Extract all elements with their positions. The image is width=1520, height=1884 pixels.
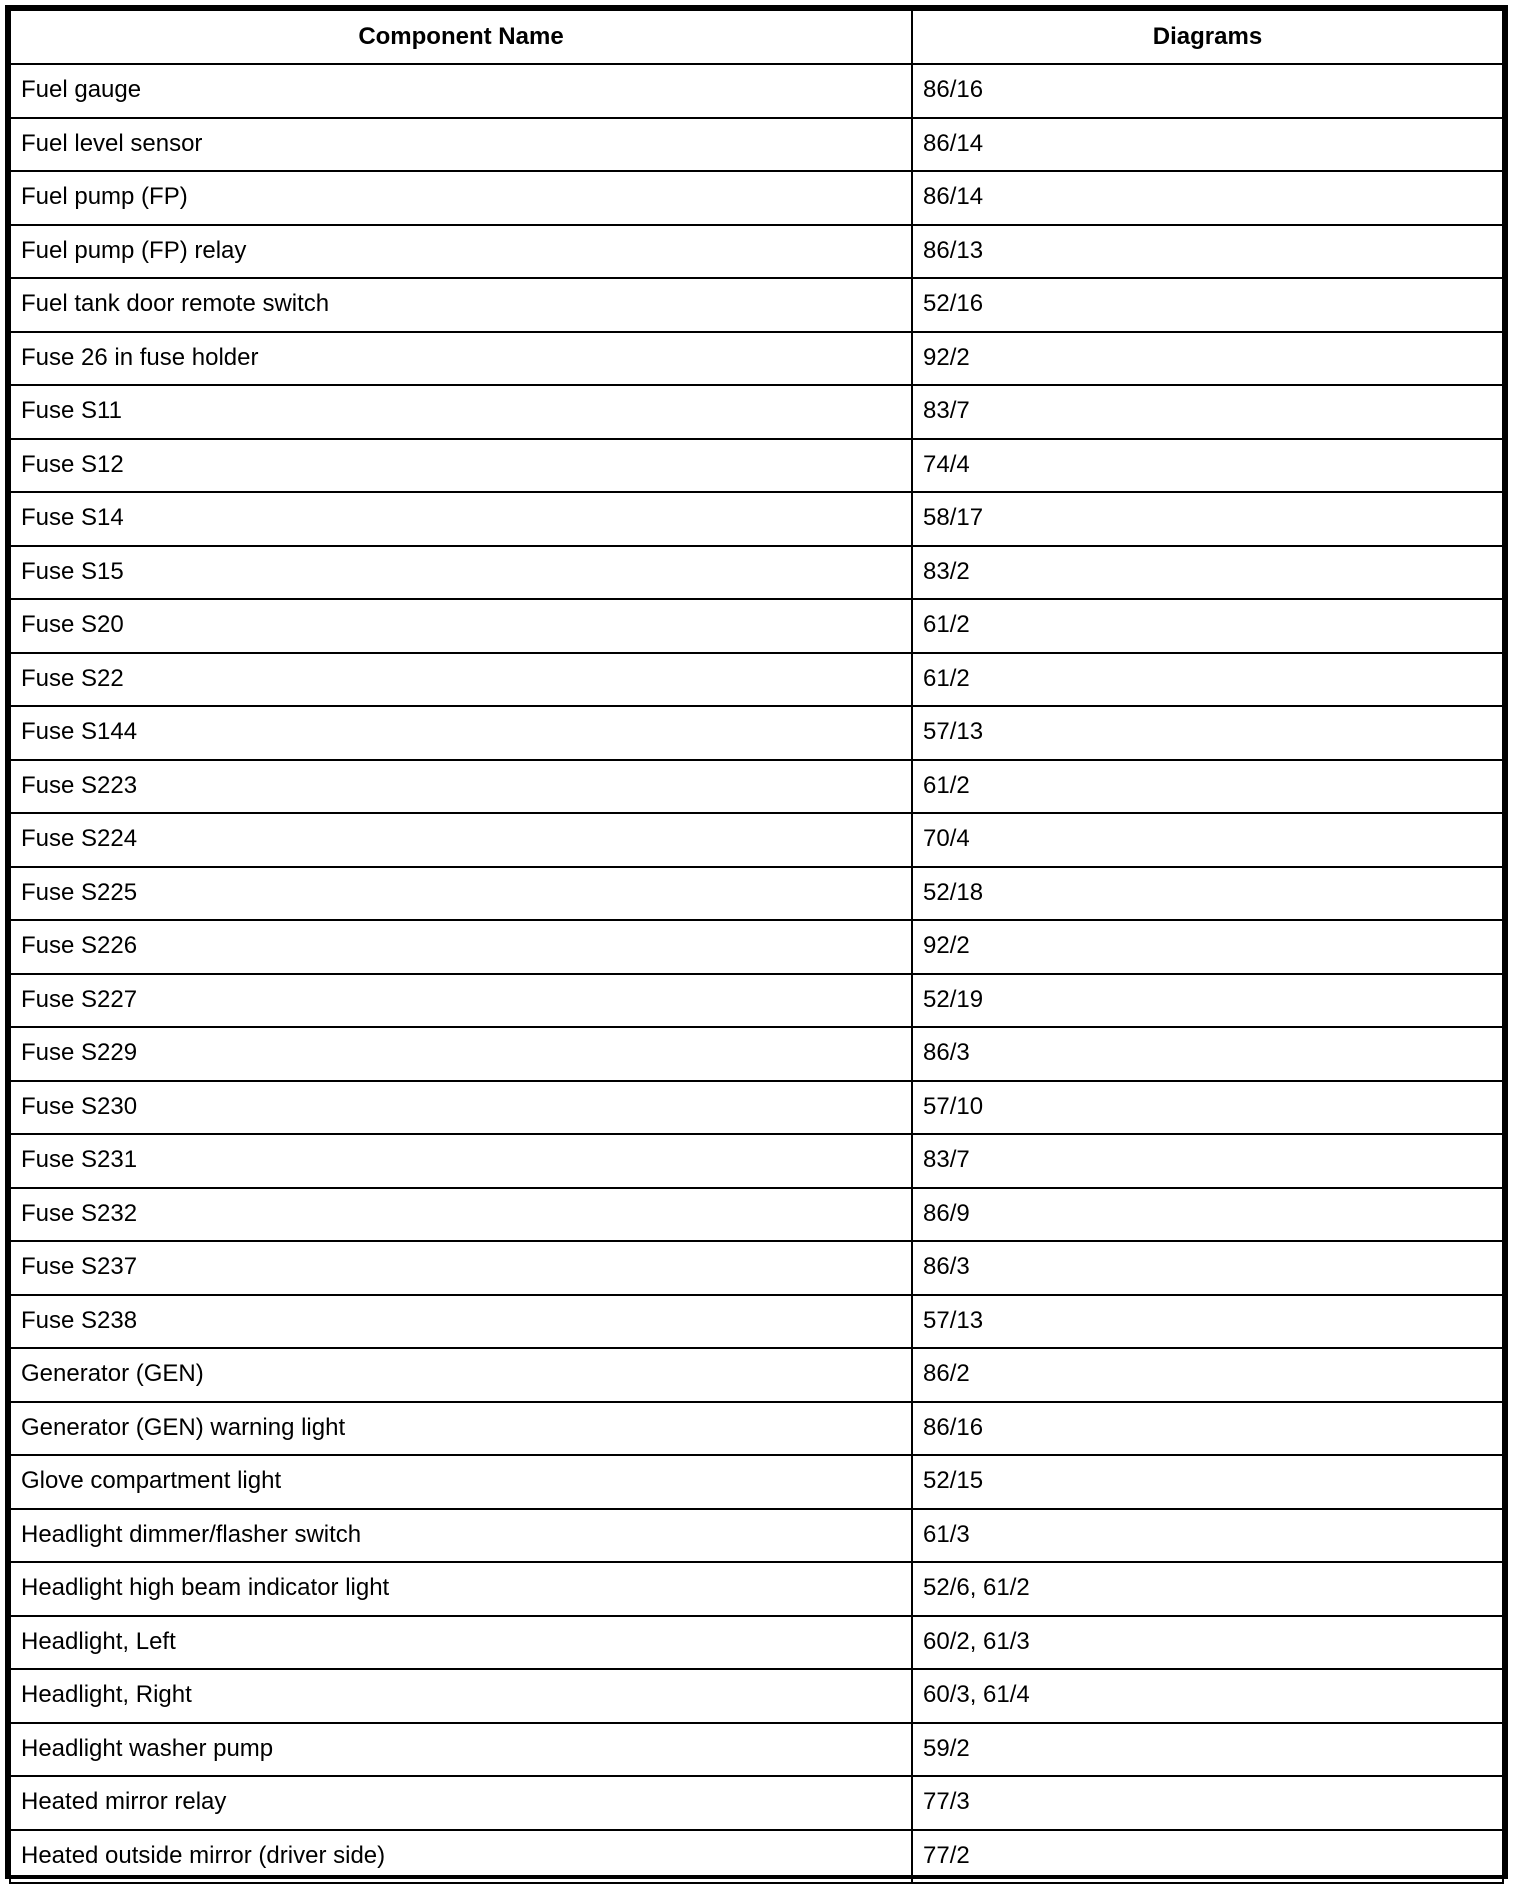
table-body <box>10 64 1503 1883</box>
table-row <box>10 64 1503 118</box>
diagrams-cell: 52/15 <box>912 1455 1503 1509</box>
diagrams-cell: 83/7 <box>912 1134 1503 1188</box>
component-name-cell: Heated outside mirror (driver side) <box>10 1830 912 1884</box>
diagrams-cell: 57/13 <box>912 706 1503 760</box>
component-name-cell: Headlight high beam indicator light <box>10 1562 912 1616</box>
diagrams-cell: 77/2 <box>912 1830 1503 1884</box>
component-name-cell: Headlight, Right <box>10 1669 912 1723</box>
component-name-cell: Fuse S14 <box>10 492 912 546</box>
diagrams-cell: 61/3 <box>912 1509 1503 1563</box>
table-row <box>10 1134 1503 1188</box>
table-row <box>10 867 1503 921</box>
component-name-cell: Fuse S224 <box>10 813 912 867</box>
diagrams-cell: 60/3, 61/4 <box>912 1669 1503 1723</box>
component-name-cell: Fuse S237 <box>10 1241 912 1295</box>
table-row <box>10 706 1503 760</box>
diagrams-cell: 83/2 <box>912 546 1503 600</box>
diagrams-cell: 70/4 <box>912 813 1503 867</box>
table-row <box>10 171 1503 225</box>
diagrams-cell: 57/10 <box>912 1081 1503 1135</box>
table-row <box>10 278 1503 332</box>
table-row <box>10 1669 1503 1723</box>
diagrams-cell: 52/19 <box>912 974 1503 1028</box>
table-row <box>10 920 1503 974</box>
component-name-cell: Fuse S12 <box>10 439 912 493</box>
table-row <box>10 1402 1503 1456</box>
component-name-cell: Fuse S223 <box>10 760 912 814</box>
diagrams-cell: 86/16 <box>912 1402 1503 1456</box>
table-row <box>10 1188 1503 1242</box>
diagrams-cell: 86/13 <box>912 225 1503 279</box>
component-name-cell: Fuse S20 <box>10 599 912 653</box>
column-header-diagrams: Diagrams <box>912 10 1503 64</box>
component-name-cell: Fuel tank door remote switch <box>10 278 912 332</box>
component-name-cell: Fuse S230 <box>10 1081 912 1135</box>
diagrams-cell: 86/14 <box>912 171 1503 225</box>
component-name-cell: Fuel gauge <box>10 64 912 118</box>
component-name-cell: Fuse S226 <box>10 920 912 974</box>
component-name-cell: Fuse S238 <box>10 1295 912 1349</box>
table-row <box>10 225 1503 279</box>
component-name-cell: Headlight, Left <box>10 1616 912 1670</box>
table-row <box>10 118 1503 172</box>
diagrams-cell: 57/13 <box>912 1295 1503 1349</box>
diagrams-cell: 52/6, 61/2 <box>912 1562 1503 1616</box>
table-row <box>10 1027 1503 1081</box>
component-name-cell: Fuse S11 <box>10 385 912 439</box>
component-name-cell: Fuse 26 in fuse holder <box>10 332 912 386</box>
table-row <box>10 599 1503 653</box>
component-name-cell: Fuse S225 <box>10 867 912 921</box>
component-name-cell: Fuse S15 <box>10 546 912 600</box>
column-header-component-name: Component Name <box>10 10 912 64</box>
diagrams-cell: 61/2 <box>912 653 1503 707</box>
table-row <box>10 1616 1503 1670</box>
table-row <box>10 1509 1503 1563</box>
component-name-cell: Headlight dimmer/flasher switch <box>10 1509 912 1563</box>
table-row <box>10 546 1503 600</box>
diagrams-cell: 52/16 <box>912 278 1503 332</box>
table-row <box>10 760 1503 814</box>
diagrams-cell: 77/3 <box>912 1776 1503 1830</box>
diagrams-cell: 86/9 <box>912 1188 1503 1242</box>
diagrams-cell: 58/17 <box>912 492 1503 546</box>
diagrams-cell: 92/2 <box>912 920 1503 974</box>
diagrams-cell: 60/2, 61/3 <box>912 1616 1503 1670</box>
diagrams-cell: 86/3 <box>912 1241 1503 1295</box>
table-row <box>10 1455 1503 1509</box>
component-name-cell: Fuse S231 <box>10 1134 912 1188</box>
table-header-row <box>10 10 1503 64</box>
component-name-cell: Glove compartment light <box>10 1455 912 1509</box>
diagrams-cell: 83/7 <box>912 385 1503 439</box>
table-row <box>10 439 1503 493</box>
component-name-cell: Generator (GEN) <box>10 1348 912 1402</box>
table-row <box>10 332 1503 386</box>
diagrams-cell: 52/18 <box>912 867 1503 921</box>
table-row <box>10 1562 1503 1616</box>
table-row <box>10 385 1503 439</box>
diagrams-cell: 86/14 <box>912 118 1503 172</box>
component-name-cell: Fuel pump (FP) <box>10 171 912 225</box>
component-name-cell: Fuel level sensor <box>10 118 912 172</box>
diagrams-cell: 86/2 <box>912 1348 1503 1402</box>
table-row <box>10 492 1503 546</box>
component-name-cell: Headlight washer pump <box>10 1723 912 1777</box>
table-row <box>10 1241 1503 1295</box>
diagrams-cell: 92/2 <box>912 332 1503 386</box>
table-row <box>10 1348 1503 1402</box>
table-row <box>10 1830 1503 1884</box>
component-name-cell: Fuse S232 <box>10 1188 912 1242</box>
diagrams-cell: 61/2 <box>912 599 1503 653</box>
diagrams-cell: 74/4 <box>912 439 1503 493</box>
table-row <box>10 1295 1503 1349</box>
diagrams-cell: 61/2 <box>912 760 1503 814</box>
table-row <box>10 1776 1503 1830</box>
diagrams-cell: 86/16 <box>912 64 1503 118</box>
table-row <box>10 653 1503 707</box>
table-row <box>10 1081 1503 1135</box>
component-name-cell: Fuel pump (FP) relay <box>10 225 912 279</box>
component-name-cell: Heated mirror relay <box>10 1776 912 1830</box>
component-diagram-table <box>9 9 1504 1884</box>
table-row <box>10 1723 1503 1777</box>
component-table-container <box>5 5 1508 1879</box>
component-name-cell: Fuse S229 <box>10 1027 912 1081</box>
diagrams-cell: 86/3 <box>912 1027 1503 1081</box>
component-name-cell: Fuse S227 <box>10 974 912 1028</box>
component-name-cell: Fuse S22 <box>10 653 912 707</box>
table-row <box>10 813 1503 867</box>
component-name-cell: Fuse S144 <box>10 706 912 760</box>
component-name-cell: Generator (GEN) warning light <box>10 1402 912 1456</box>
table-row <box>10 974 1503 1028</box>
diagrams-cell: 59/2 <box>912 1723 1503 1777</box>
